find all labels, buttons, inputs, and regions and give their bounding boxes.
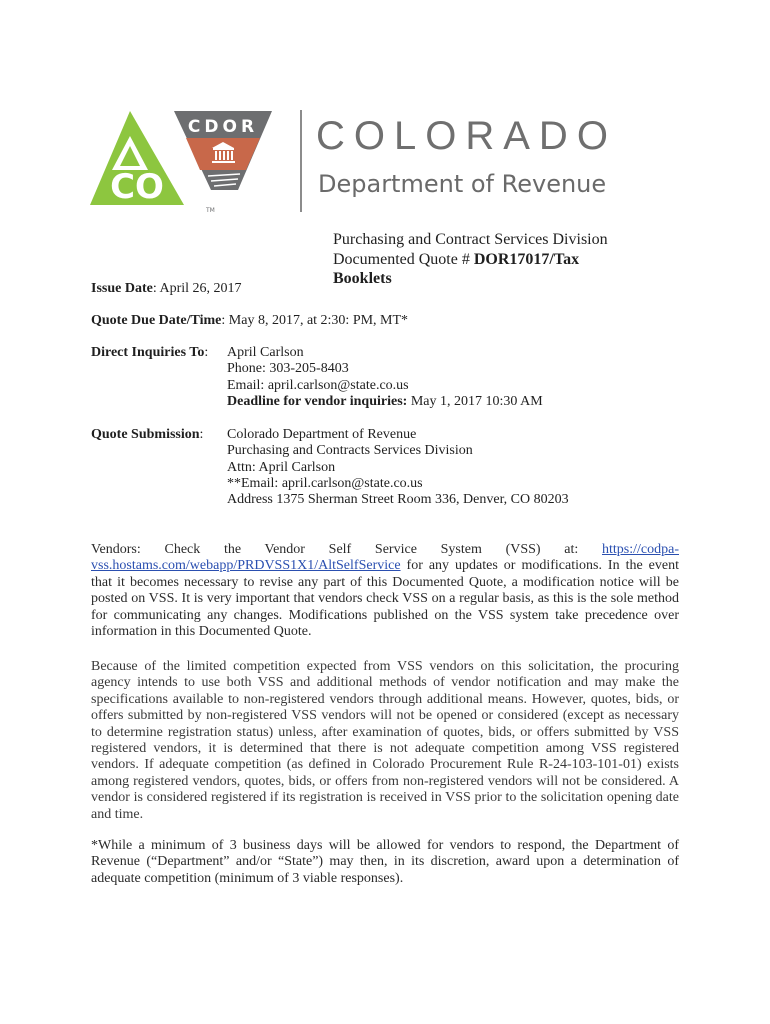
division-header xyxy=(333,230,608,289)
submission-line: Address 1375 Sherman Street Room 336, Denver, CO 80203 xyxy=(227,492,569,508)
quote-title-continued: Booklets xyxy=(333,270,392,287)
brand-title: COLORADO xyxy=(316,114,617,158)
due-date-value: : May 8, 2017, at 2:30: PM, MT* xyxy=(221,313,409,328)
vendors-text-end: for any updates or modifications. In the event that it becomes necessary to revise any part of this Documented Quote, a modification notice will be posted on VSS. It is very important that vendors check VSS on a regular basis, as this is the sole method for communicating any changes. Modifications published on the VSS system take precedence over information in this Documented Quote. xyxy=(91,558,679,640)
contact-phone: Phone: 303-205-8403 xyxy=(227,361,349,377)
submission-label-text: Quote Submission xyxy=(91,427,200,442)
inquiries-label-text: Direct Inquiries To xyxy=(91,345,205,360)
cdor-logo xyxy=(90,108,302,218)
contact-name: April Carlson xyxy=(227,345,304,360)
inquiry-deadline-value: May 1, 2017 10:30 AM xyxy=(407,393,543,409)
inquiries-label xyxy=(91,345,208,361)
inquiries-contact xyxy=(227,345,543,410)
submission-colon: : xyxy=(199,427,204,442)
due-date-label: Quote Due Date/Time xyxy=(91,313,222,328)
quote-number-line xyxy=(333,250,608,270)
cdor-logo-graphic xyxy=(90,108,302,218)
issue-date-label: Issue Date xyxy=(91,281,153,296)
contact-email: Email: april.carlson@state.co.us xyxy=(227,377,409,393)
issue-date xyxy=(91,281,242,297)
quote-number-prefix: Documented Quote # xyxy=(333,250,474,268)
logo-tm-text: TM xyxy=(206,207,215,214)
submission-line: **Email: april.carlson@state.co.us xyxy=(227,475,423,491)
brand-subtitle: Department of Revenue xyxy=(318,170,607,198)
vendors-paragraph xyxy=(91,542,679,640)
logo-divider xyxy=(300,110,302,212)
issue-date-value: : April 26, 2017 xyxy=(152,281,242,296)
inquiry-deadline-label: Deadline for vendor inquiries: xyxy=(227,393,408,409)
submission-line: Attn: April Carlson xyxy=(227,459,336,475)
vss-link[interactable]: https://codpa-vss.hostams.com/webapp/PRDVSS1X1/AltSelfService xyxy=(91,542,679,574)
logo-cdor-text: CDOR xyxy=(187,117,259,137)
minimum-paragraph: *While a minimum of 3 business days will be allowed for vendors to respond, the Department of Revenue (“Department” and/or “State”) may then, in its discretion, award upon a determination of adequate competition (minimum of 3 viable responses). xyxy=(91,838,679,886)
division-line: Purchasing and Contract Services Division xyxy=(333,231,608,248)
vendors-text-start: Vendors: Check the Vendor Self Service System (VSS) at: xyxy=(91,542,602,557)
submission-line: Colorado Department of Revenue xyxy=(227,427,417,442)
inquiries-colon: : xyxy=(204,345,209,360)
quote-due-date xyxy=(91,313,408,329)
submission-address xyxy=(227,427,569,508)
quote-number: DOR17017/Tax xyxy=(473,250,580,268)
submission-label xyxy=(91,427,203,443)
competition-paragraph: Because of the limited competition expected from VSS vendors on this solicitation, the procuring agency intends to use both VSS and additional methods of vendor notification and may make the specifications available to non-registered vendors through additional means. However, quotes, bids, or offers submitted by non-registered VSS vendors will not be opened or considered (except as necessary to determine registration status) unless, after examination of quotes, bids, or offers submitted by VSS registered vendors, it is determined that there is not adequate competition among VSS registered vendors. If adequate competition (as defined in Colorado Procurement Rule R-24-103-101-01) exists among registered vendors, quotes, bids, or offers from non-registered vendors will not be considered. A vendor is considered registered if its registration is received in VSS prior to the solicitation opening date and time. xyxy=(91,659,679,822)
inquiry-deadline xyxy=(227,394,543,410)
submission-line: Purchasing and Contracts Services Division xyxy=(227,443,473,459)
logo-co-text: CO xyxy=(110,167,164,207)
